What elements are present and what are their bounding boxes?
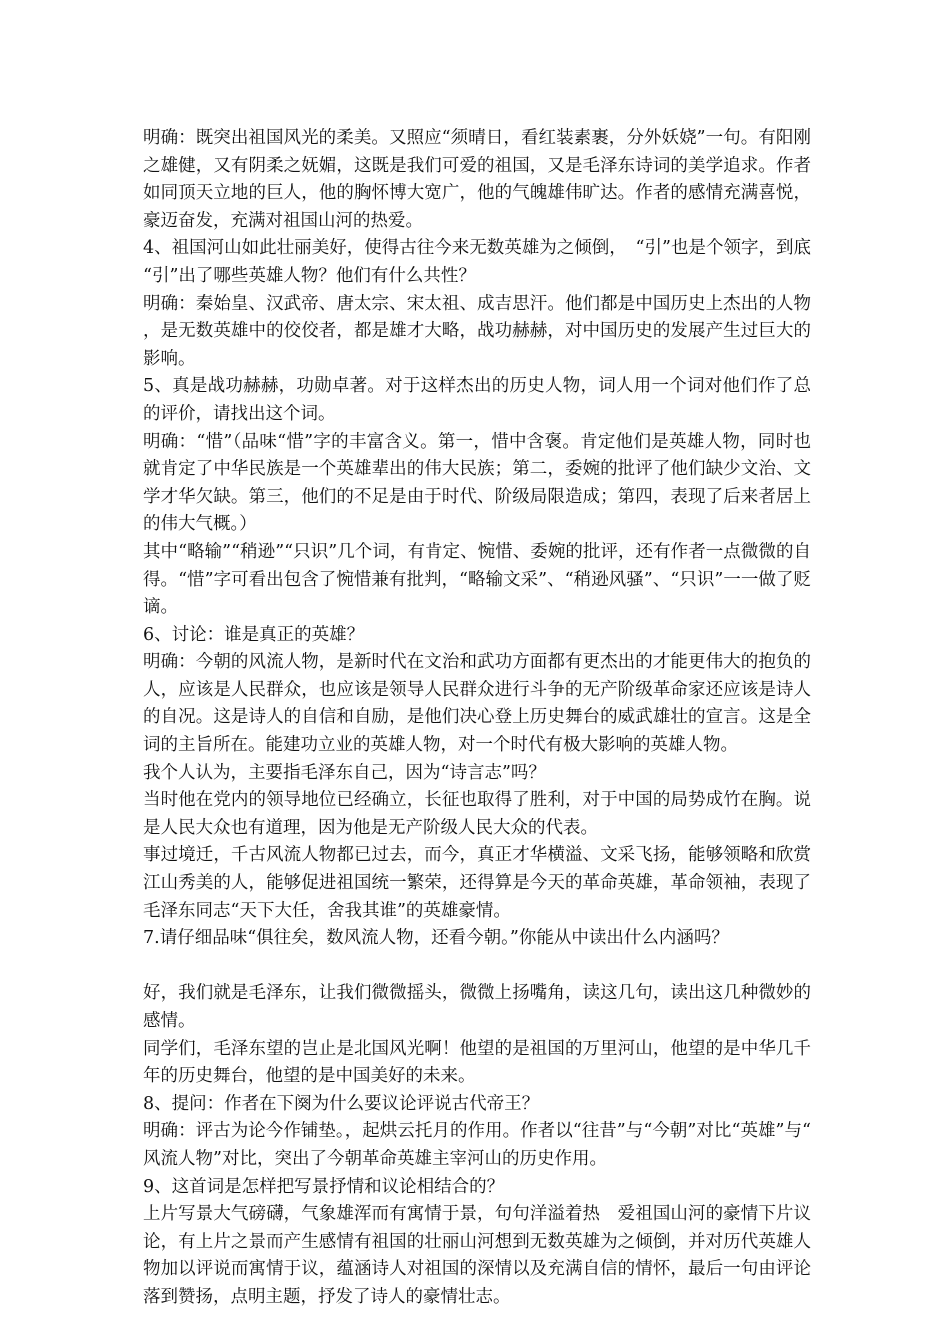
paragraph-13: 好，我们就是毛泽东，让我们微微摇头，微微上扬嘴角，读这几句，读出这几种微妙的感情。	[143, 983, 811, 1031]
paragraph-7: 6、讨论：谁是真正的英雄？	[143, 624, 365, 645]
paragraph-4: 5、真是战功赫赫，功勋卓著。对于这样杰出的历史人物，词人用一个词对他们作了总的评价，请找出这个词。	[143, 376, 811, 424]
paragraph-1: 明确：既突出祖国风光的柔美。又照应“须晴日，看红装素裹，分外妖娆”一句。有阳刚之雄健，又有阴柔之妩媚，这既是我们可爱的祖国，又是毛泽东诗词的美学追求。作者如同顶天立地的巨人，他的胸怀博大宽广，他的气魄雄伟旷达。作者的感情充满喜悦，豪迈奋发，充满对祖国山河的热爱。	[143, 128, 811, 231]
paragraph-8: 明确：今朝的风流人物，是新时代在文治和武功方面都有更杰出的才能更伟大的抱负的人，应该是人民群众，也应该是领导人民群众进行斗争的无产阶级革命家还应该是诗人的自况。这是诗人的自信和自励，是他们决心登上历史舞台的威武雄壮的宣言。这是全词的主旨所在。能建功立业的英雄人物，对一个时代有极大影响的英雄人物。	[143, 652, 811, 756]
paragraph-12: 7.请仔细品味“俱往矣，数风流人物，还看今朝。”你能从中读出什么内涵吗？	[143, 928, 729, 949]
paragraph-9: 我个人认为，主要指毛泽东自己，因为“诗言志”吗？	[143, 762, 546, 783]
paragraph-11: 事过境迁，千古风流人物都已过去，而今，真正才华横溢、文采飞扬，能够领略和欣赏江山秀美的人，能够促进祖国统一繁荣，还得算是今天的革命英雄，革命领袖，表现了毛泽东同志“天下大任，舍我其谁”的英雄豪情。	[143, 845, 811, 921]
paragraph-16: 明确：评古为论今作铺垫。，起烘云托月的作用。作者以“往昔”与“今朝”对比“英雄”与“风流人物”对比，突出了今朝革命英雄主宰河山的历史作用。	[143, 1121, 811, 1169]
paragraph-18: 上片写景大气磅礴，气象雄浑而有寓情于景，句句洋溢着热 爱祖国山河的豪情下片议论，有上片之景而产生感情有祖国的壮丽山河想到无数英雄为之倾倒，并对历代英雄人物加以评说而寓情于议，蕴涵诗人对祖国的深情以及充满自信的情怀，最后一句由评论落到赞扬，点明主题，抒发了诗人的豪情壮志。	[143, 1204, 811, 1307]
paragraph-5: 明确：“惜”（品味“惜”字的丰富含义。第一，惜中含褒。肯定他们是英雄人物，同时也就肯定了中华民族是一个英雄辈出的伟大民族；第二，委婉的批评了他们缺少文治、文学才华欠缺。第三，他们的不足是由于时代、阶级局限造成；第四，表现了后来者居上的伟大气概。）	[143, 431, 811, 535]
paragraph-3: 明确：秦始皇、汉武帝、唐太宗、宋太祖、成吉思汗。他们都是中国历史上杰出的人物，是无数英雄中的佼佼者，都是雄才大略，战功赫赫，对中国历史的发展产生过巨大的影响。	[143, 293, 811, 369]
paragraph-2: 4、祖国河山如此壮丽美好，使得古往今来无数英雄为之倾倒， “引”也是个领字，到底“引”出了哪些英雄人物？他们有什么共性？	[143, 238, 811, 286]
paragraph-6: 其中“略输”“稍逊”“只识”几个词，有肯定、惋惜、委婉的批评，还有作者一点微微的自得。“惜”字可看出包含了惋惜兼有批判，“略输文采”、“稍逊风骚”、“只识”一一做了贬谪。	[143, 541, 811, 618]
document-body	[143, 125, 811, 1312]
paragraph-15: 8、提问：作者在下阕为什么要议论评说古代帝王？	[143, 1093, 540, 1114]
paragraph-14: 同学们，毛泽东望的岂止是北国风光啊！他望的是祖国的万里河山，他望的是中华几千年的历史舞台，他望的是中国美好的未来。	[143, 1038, 811, 1087]
paragraph-10: 当时他在党内的领导地位已经确立，长征也取得了胜利，对于中国的局势成竹在胸。说是人民大众也有道理，因为他是无产阶级人民大众的代表。	[143, 790, 811, 838]
paragraph-17: 9、这首词是怎样把写景抒情和议论相结合的？	[143, 1176, 505, 1197]
